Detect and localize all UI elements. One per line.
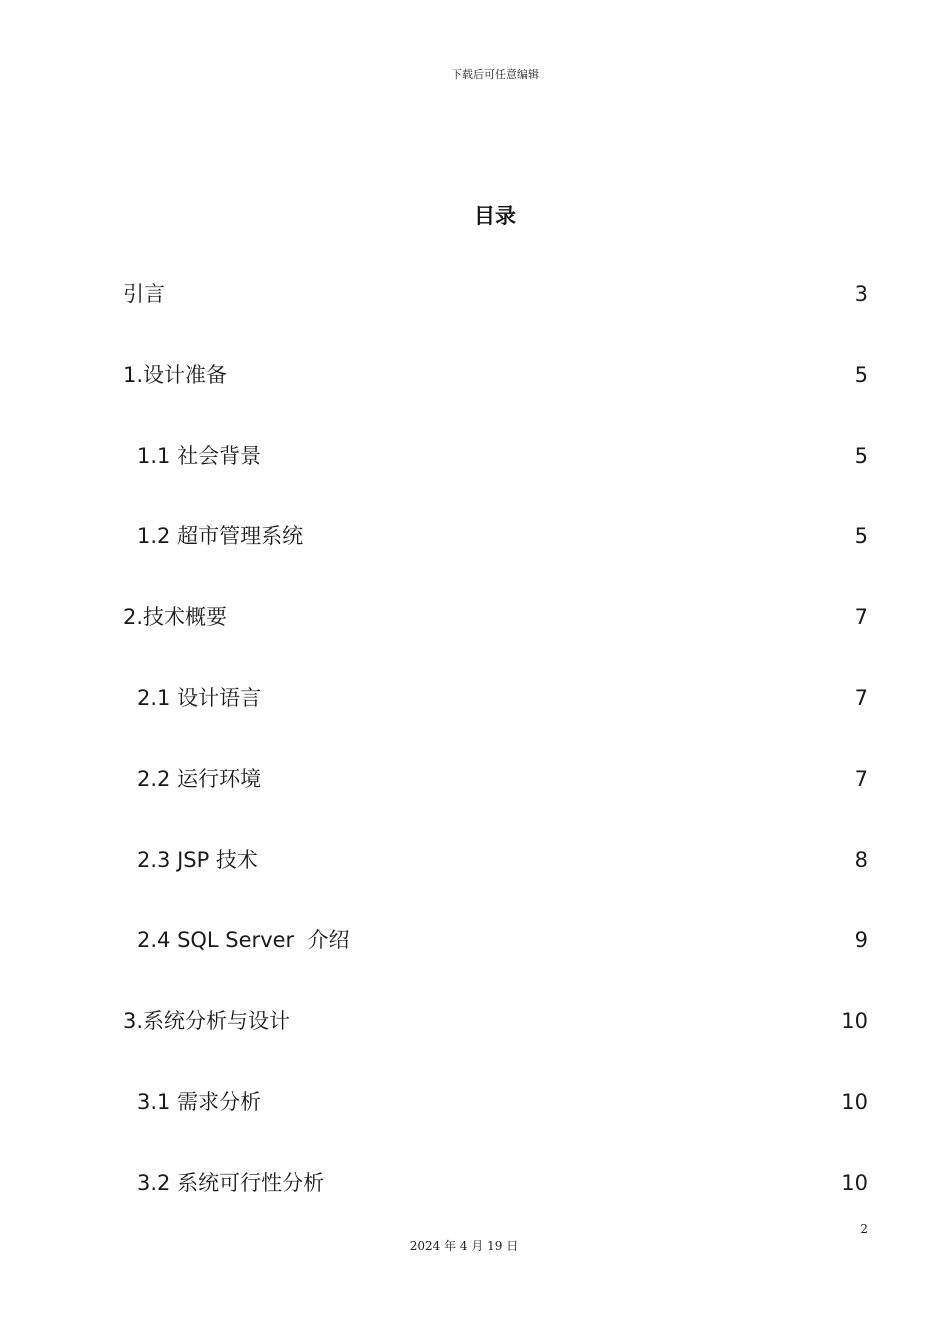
toc-entry-page: 7: [854, 605, 868, 630]
toc-entry-label: 1.1 社会背景: [137, 443, 262, 468]
toc-entry-label: 3.1 需求分析: [137, 1089, 262, 1114]
toc-entry-page: 10: [841, 1089, 868, 1114]
toc-entry[interactable]: [123, 757, 868, 838]
toc-entry-page: 7: [854, 766, 868, 791]
page-number: 2: [860, 1222, 868, 1236]
toc-entry-page: 5: [854, 362, 868, 387]
table-of-contents: [123, 272, 868, 1242]
toc-entry[interactable]: [123, 676, 868, 757]
toc-entry-page: 3: [854, 282, 868, 306]
toc-entry-page: 10: [841, 1009, 868, 1034]
toc-entry-label: 3.2 系统可行性分析: [137, 1170, 325, 1195]
toc-entry-label: 2.3 JSP 技术: [137, 847, 258, 872]
toc-entry-label: 2.4 SQL Server 介绍: [137, 928, 350, 953]
toc-entry-label: 引言: [123, 282, 165, 306]
toc-title: 目录: [474, 204, 516, 228]
toc-entry[interactable]: [123, 838, 868, 919]
page-footer-date: 2024 年 4 月 19 日: [409, 1239, 519, 1253]
toc-entry[interactable]: [123, 999, 868, 1080]
toc-entry[interactable]: [123, 434, 868, 515]
toc-entry-page: 9: [854, 928, 868, 953]
toc-entry-label: 3.系统分析与设计: [123, 1009, 291, 1034]
toc-entry-label: 2.1 设计语言: [137, 685, 262, 710]
toc-entry-page: 10: [841, 1170, 868, 1195]
toc-entry[interactable]: [123, 353, 868, 434]
toc-entry-page: 7: [854, 685, 868, 710]
toc-entry[interactable]: [123, 1161, 868, 1242]
page-header: 下载后可任意编辑: [451, 68, 539, 81]
toc-entry-label: 1.2 超市管理系统: [137, 524, 304, 549]
toc-entry-label: 2.2 运行环境: [137, 766, 262, 791]
toc-entry-page: 8: [854, 847, 868, 872]
toc-entry[interactable]: [123, 1080, 868, 1161]
toc-entry-page: 5: [854, 443, 868, 468]
toc-entry[interactable]: [123, 918, 868, 999]
toc-entry-label: 1.设计准备: [123, 362, 228, 387]
toc-entry[interactable]: [123, 514, 868, 595]
toc-entry-page: 5: [854, 524, 868, 549]
toc-entry[interactable]: [123, 595, 868, 676]
toc-entry[interactable]: [123, 272, 868, 353]
toc-entry-label: 2.技术概要: [123, 605, 228, 630]
